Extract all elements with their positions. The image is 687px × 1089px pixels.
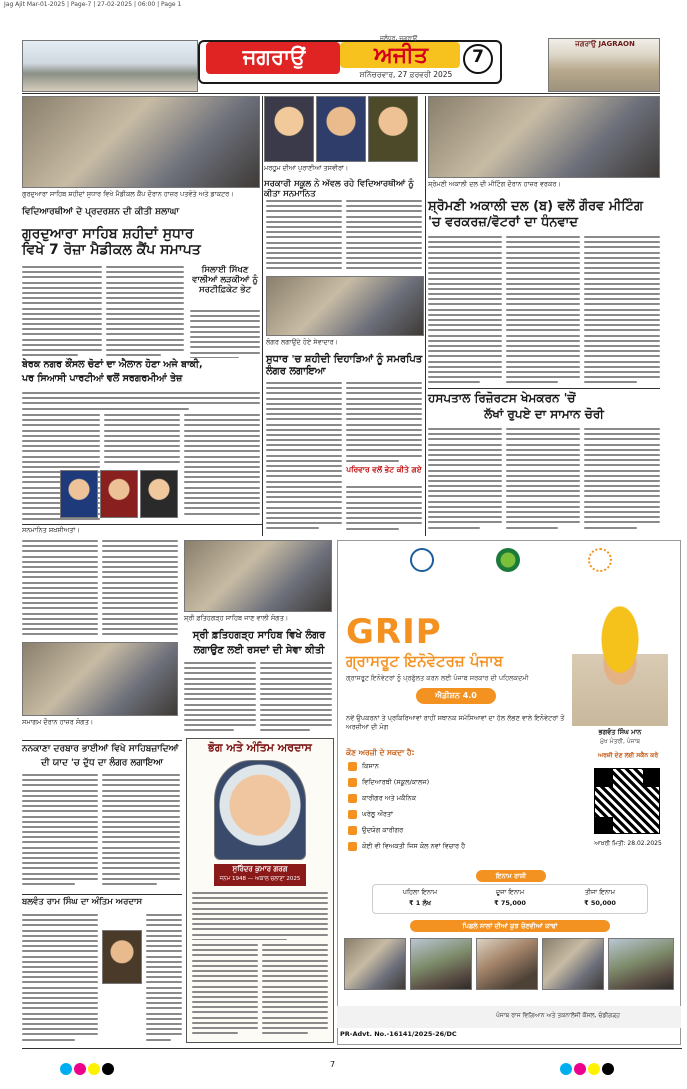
portrait-3 (368, 96, 418, 162)
masthead-paper: ਅਜੀਤ (374, 42, 428, 68)
headline-langar: ਸੁਧਾਰ 'ਚ ਸ਼ਹੀਦੀ ਦਿਹਾੜਿਆਂ ਨੂੰ ਸਮਰਪਿਤ ਲੰਗਰ ਲਗਾਇਆ (266, 354, 423, 377)
masthead-photo-sign: ਜਗਰਾਉਂ JAGRAON (575, 40, 635, 48)
innovation-photo-1 (344, 938, 406, 990)
rule-left-1 (22, 524, 262, 525)
bottom-rule (22, 1048, 682, 1049)
headline-council-2: ਪਰ ਸਿਆਸੀ ਪਾਰਟੀਆਂ ਵਲੋਂ ਸਰਗਰਮੀਆਂ ਤੇਜ਼ (22, 373, 183, 384)
caption-3: ਸ਼੍ਰੋਮਣੀ ਅਕਾਲੀ ਦਲ ਦੀ ਮੀਟਿੰਗ ਦੌਰਾਨ ਹਾਜ਼ਰ ਵਰਕਰ। (428, 180, 561, 188)
headline-balwant: ਬਲਵੰਤ ਰਾਮ ਸਿੰਘ ਦਾ ਅੰਤਿਮ ਅਰਦਾਸ (22, 897, 143, 907)
innovation-photo-2 (410, 938, 472, 990)
story-langar-col3 (346, 486, 422, 532)
who-heading: ਕੌਣ ਅਰਜ਼ੀ ਦੇ ਸਕਦਾ ਹੈ: (346, 748, 415, 757)
cm-title: ਮੁੱਖ ਮੰਤਰੀ, ਪੰਜਾਬ (599, 738, 641, 745)
cm-photo (572, 606, 668, 726)
story-akali-col2 (506, 236, 580, 386)
lower-left-photo (22, 642, 178, 716)
top-photo-1 (22, 96, 260, 188)
top-photo-3 (428, 96, 660, 178)
award-label-2: ਤੀਜਾ ਇਨਾਮ (584, 888, 616, 896)
portrait-1 (264, 96, 314, 162)
grip-tagline: ਗ੍ਰਾਸਰੂਟ ਇਨੋਵੇਟਰਾਂ ਨੂੰ ਪ੍ਰਫੁੱਲਤ ਕਰਨ ਲਈ ਪੰਜਾਬ ਸਰਕਾਰ ਦੀ ਪਹਿਲਕਦਮੀ (346, 674, 529, 682)
top-mid-headline: ਸਰਕਾਰੀ ਸਕੂਲ ਨੇ ਅੱਵਲ ਰਹੇ ਵਿਦਿਆਰਥੀਆਂ ਨੂੰ ਕੀਤਾ ਸਨਮਾਨਿਤ (264, 179, 414, 199)
who-bullet-icon-4 (348, 826, 357, 835)
story-langar-col2 (346, 382, 422, 464)
registration-line: Jag Ajit Mar-01-2025 | Page-7 | 27-02-2025 | 06:00 | Page 1 (4, 1, 182, 8)
deadline: ਆਖ਼ਰੀ ਮਿਤੀ: 28.02.2025 (594, 840, 662, 847)
pr-adv-number: PR-Advt. No.-16141/2025-26/DC (340, 1030, 457, 1038)
obituary-title: ਭੋਗ ਅਤੇ ਅੰਤਿਮ ਅਰਦਾਸ (208, 741, 312, 754)
story-akali-col1 (428, 236, 502, 386)
masthead-subline: ਜਲੰਧਰ, ਜਗਰਾਉਂ (380, 35, 418, 42)
story-balwant-col1 (22, 914, 98, 1042)
portrait-council-3 (140, 470, 178, 518)
story-theft-col2 (506, 428, 580, 534)
headline-akali-2: 'ਚ ਵਰਕਰਜ਼/ਵੋਟਰਾਂ ਦਾ ਧੰਨਵਾਦ (428, 215, 578, 230)
who-bullet-icon-3 (348, 810, 357, 819)
gov-emblem-icon (410, 548, 434, 572)
startup-logo-icon (588, 548, 612, 572)
cm-name: ਭਗਵੰਤ ਸਿੰਘ ਮਾਨ (598, 728, 642, 736)
story-theft-col3 (584, 428, 660, 534)
who-item-3: ਘਰੇਲੂ ਔਰਤਾਂ (362, 810, 393, 818)
story-theft-col1 (428, 428, 502, 534)
portrait-2 (316, 96, 366, 162)
edition-badge: ਐਡੀਸ਼ਨ 4.0 (416, 688, 496, 704)
headline-nankana-2: ਦੀ ਯਾਦ 'ਚ ਦੁੱਧ ਦਾ ਲੰਗਰ ਲਗਾਇਆ (40, 758, 164, 768)
rule-left-2 (22, 740, 182, 741)
story-langar-col1 (266, 382, 342, 532)
masthead-left-photo (22, 40, 198, 92)
story-top-mid-col1 (266, 200, 342, 272)
masthead-rule (22, 93, 660, 94)
langar-photo (266, 276, 424, 336)
headline-fatehgarh-1: ਸ੍ਰੀ ਫ਼ਤਿਹਗੜ੍ਹ ਸਾਹਿਬ ਵਿਖੇ ਲੰਗਰ (192, 630, 326, 641)
rule-left-3 (22, 894, 182, 895)
page-number: 7 (472, 47, 484, 67)
who-item-0: ਕਿਸਾਨ (362, 762, 379, 770)
caption-5: ਸਨਮਾਨਿਤ ਸ਼ਖ਼ਸੀਅਤਾਂ। (22, 526, 80, 534)
obituary-name: ਸੁਰਿੰਦਰ ਕੁਮਾਰ ਗਰਗ (232, 865, 288, 873)
headline-theft-2: ਲੱਖਾਂ ਰੁਪਏ ਦਾ ਸਾਮਾਨ ਚੋਰੀ (484, 407, 604, 421)
obituary-family-right (262, 944, 328, 1036)
story-lower-left-col1 (22, 540, 98, 640)
story-council-col3 (184, 414, 260, 522)
award-label-1: ਦੂਜਾ ਇਨਾਮ (495, 888, 525, 896)
headline-medical-camp-1: ਗੁਰਦੁਆਰਾ ਸਾਹਿਬ ਸ਼ਹੀਦਾਂ ਸੁਧਾਰ (22, 226, 194, 242)
caption-4: ਲੰਗਰ ਲਗਾਉਂਦੇ ਹੋਏ ਸੇਵਾਦਾਰ। (266, 338, 339, 346)
award-value-1: ₹ 75,000 (494, 899, 526, 907)
story-fatehgarh-col1 (184, 662, 256, 734)
award-value-0: ₹ 1 ਲੱਖ (408, 899, 432, 907)
story-akali-col3 (584, 236, 660, 386)
award-value-2: ₹ 50,000 (584, 899, 616, 907)
fatehgarh-photo (184, 540, 332, 612)
headline-akali-1: ਸ਼੍ਰੋਮਣੀ ਅਕਾਲੀ ਦਲ (ਬ) ਵਲੋਂ ਗੌਰਵ ਮੀਟਿੰਗ (428, 199, 643, 214)
innovation-photo-5 (608, 938, 674, 990)
portrait-council-2 (100, 470, 138, 518)
who-item-2: ਕਾਰੀਗਰ ਅਤੇ ਮਕੈਨਿਕ (362, 794, 417, 802)
color-registration-left (60, 1060, 116, 1079)
grip-footer: ਪੰਜਾਬ ਰਾਜ ਵਿਗਿਆਨ ਅਤੇ ਤਕਨਾਲੋਜੀ ਕੌਂਸਲ, ਚੰਡੀਗੜ੍ਹ (496, 1012, 620, 1019)
footer-folio: 7 (330, 1060, 336, 1069)
who-bullet-icon-2 (348, 794, 357, 803)
headline-medical-camp-2: ਵਿਖੇ 7 ਰੋਜ਼ਾ ਮੈਡੀਕਲ ਕੈਂਪ ਸਮਾਪਤ (22, 242, 201, 258)
story-nankana-col1 (22, 774, 98, 890)
headline-certificates: ਪਰਿਵਾਰ ਵਲੋਂ ਭੇਟ ਕੀਤੇ ਗਏ (346, 465, 422, 474)
story-council (22, 392, 260, 412)
headline-theft-1: ਹਸਪਤਾਲ ਰਿਜ਼ੋਰਟਸ ਖੇਮਕਰਨ 'ਚੋਂ (428, 391, 576, 405)
masthead-city: ਜਗਰਾਉਂ (242, 44, 306, 69)
obituary-text (192, 892, 328, 940)
story-fatehgarh-col2 (260, 662, 332, 734)
story-lower-left-col2 (102, 540, 178, 640)
innovation-photo-4 (542, 938, 604, 990)
portrait-balwant (102, 930, 142, 984)
caption-6: ਸ਼੍ਰੀ ਫ਼ਤਿਹਗੜ੍ਹ ਸਾਹਿਬ ਜਾਣ ਵਾਲੀ ਸੰਗਤ। (184, 614, 289, 622)
story-council-col2 (104, 414, 180, 468)
headline-sewing: ਸਿਲਾਈ ਸਿੱਖਣ ਵਾਲੀਆਂ ਲੜਕੀਆਂ ਨੂੰ ਸਰਟੀਫ਼ਿਕੇਟ ਭੇਟ (192, 265, 258, 295)
story-balwant-col2 (146, 914, 182, 1042)
who-bullet-icon-5 (348, 842, 357, 851)
masthead-date: ਸ਼ਨਿੱਚਰਵਾਰ, 27 ਫ਼ਰਵਰੀ 2025 (359, 70, 453, 79)
headline-council: ਬੇਰਕ ਨਗਰ ਕੌਂਸਲ ਚੋਣਾਂ ਦਾ ਐਲਾਨ ਹੋਣਾ ਅਜੇ ਬਾਕੀ, (22, 359, 203, 370)
qr-label: ਅਰਜ਼ੀ ਦੇਣ ਲਈ ਸਕੈਨ ਕਰੋ (597, 752, 659, 759)
rule-right-1 (428, 388, 660, 389)
story-sewing (190, 310, 260, 358)
obituary-portrait (214, 760, 306, 860)
portrait-council-1 (60, 470, 98, 518)
headline-fatehgarh-2: ਲਗਾਉਣ ਲਈ ਰਸਦਾਂ ਦੀ ਸੇਵਾ ਕੀਤੀ (193, 645, 325, 656)
story-nankana-col2 (102, 774, 180, 890)
caption-2: ਮਰਹੂਮ ਦੀਆਂ ਪੁਰਾਣੀਆਂ ਤਸਵੀਰਾਂ। (264, 164, 349, 172)
obituary-dates: ਜਨਮ 1948 — ਅਕਾਲ ਚਲਾਣਾ 2025 (219, 876, 301, 882)
innovation-photo-3 (476, 938, 538, 990)
headline-nankana-1: ਨਨਕਾਣਾ ਦਰਬਾਰ ਭਾਈਆਂ ਵਿਖੇ ਸਾਹਿਬਜ਼ਾਦਿਆਂ (22, 744, 179, 754)
gallery-heading: ਪਿਛਲੇ ਸਾਲਾਂ ਦੀਆਂ ਕੁਝ ਚੋਣਵੀਆਂ ਕਾਢਾਂ (410, 920, 610, 932)
caption-1: ਗੁਰਦੁਆਰਾ ਸਾਹਿਬ ਸ਼ਹੀਦਾਂ ਸੁਧਾਰ ਵਿਖੇ ਮੈਡੀਕਲ ਕੈਂਪ ਦੌਰਾਨ ਹਾਜ਼ਰ ਪਤਵੰਤੇ ਅਤੇ ਡਾਕਟਰ। (22, 190, 234, 198)
story-medical-camp-col2 (106, 266, 184, 358)
grip-logo: GRIP (346, 612, 442, 652)
council-logo-icon (496, 548, 520, 572)
obituary-family-left (192, 944, 258, 1036)
story-top-mid-col2 (346, 200, 422, 272)
who-item-1: ਵਿਦਿਆਰਥੀ (ਸਕੂਲ/ਕਾਲਜ) (362, 778, 430, 786)
grip-title: ਗ੍ਰਾਸਰੂਟ ਇਨੋਵੇਟਰਜ਼ ਪੰਜਾਬ (346, 652, 503, 670)
story-medical-camp-col1 (22, 266, 102, 358)
who-item-5: ਕੋਈ ਵੀ ਵਿਅਕਤੀ ਜਿਸ ਕੋਲ ਨਵਾਂ ਵਿਚਾਰ ਹੈ (362, 842, 466, 850)
color-registration-right (560, 1060, 616, 1079)
who-bullet-icon-1 (348, 778, 357, 787)
who-item-4: ਉਦਯੋਗ ਕਾਰੀਗਰ (362, 826, 404, 834)
award-label-0: ਪਹਿਲਾ ਇਨਾਮ (402, 888, 438, 896)
who-bullet-icon-0 (348, 762, 357, 771)
headline-top-left: ਵਿਦਿਆਰਥੀਆਂ ਦੇ ਪ੍ਰਦਰਸ਼ਨ ਦੀ ਕੀਤੀ ਸ਼ਲਾਘਾ (22, 207, 180, 217)
caption-7: ਸਮਾਗਮ ਦੌਰਾਨ ਹਾਜ਼ਰ ਸੰਗਤ। (22, 718, 94, 726)
qr-code[interactable] (594, 768, 660, 834)
col-rule-1 (262, 96, 263, 536)
grip-intro: ਨਵੇਂ ਉਪਕਰਨਾਂ ਤੇ ਪ੍ਰਕਿਰਿਆਵਾਂ ਰਾਹੀਂ ਸਥਾਨਕ ਸਮੱਸਿਆਵਾਂ ਦਾ ਹੱਲ ਲੱਭਣ ਵਾਲੇ ਇਨੋਵੇਟਰਾਂ ਤੋਂ ਅਰਜ਼ੀਆਂ ਦੀ ਮੰਗ (346, 714, 565, 731)
col-rule-2 (425, 96, 426, 536)
awards-heading: ਇਨਾਮ ਰਾਸ਼ੀ (476, 870, 546, 882)
